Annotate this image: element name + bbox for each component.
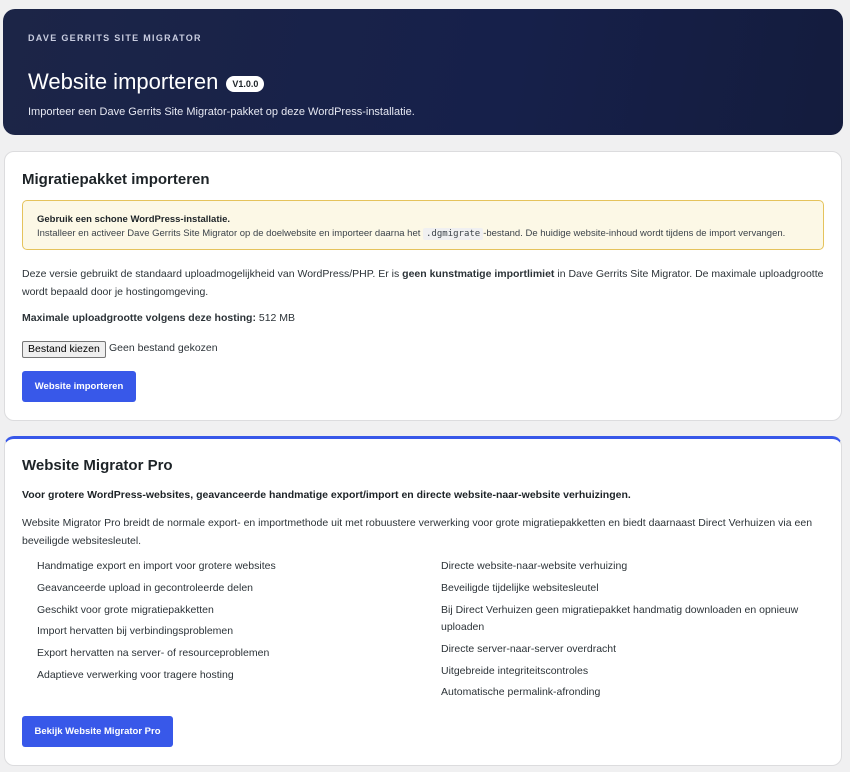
file-status: Geen bestand gekozen <box>109 342 218 354</box>
clean-install-notice <box>22 200 824 250</box>
pro-card <box>4 436 842 766</box>
upload-info <box>22 265 826 301</box>
max-upload-label: Maximale uploadgrootte volgens deze hosting: <box>22 312 256 324</box>
pro-card-title: Website Migrator Pro <box>22 457 173 474</box>
list-item: Adaptieve verwerking voor tragere hosting <box>37 668 234 681</box>
feature-list-right <box>441 558 826 706</box>
notice-text-before: Installeer en activeer Dave Gerrits Site Migrator op de doelwebsite en importeer daarna het <box>37 228 421 239</box>
list-item: Geschikt voor grote migratiepakketten <box>37 603 214 616</box>
import-card <box>4 151 842 421</box>
notice-heading: Gebruik een schone WordPress-installatie. <box>37 214 231 225</box>
pro-lead: Voor grotere WordPress-websites, geavanceerde handmatige export/import en directe website-naar-website verhuizingen. <box>22 489 631 501</box>
version-badge: V1.0.0 <box>226 76 264 92</box>
page-header <box>3 9 843 135</box>
list-item: Uitgebreide integriteitscontroles <box>441 664 589 677</box>
page-title-text: Website importeren <box>28 69 219 94</box>
import-website-button[interactable]: Website importeren <box>22 371 136 402</box>
upload-info-before: Deze versie gebruikt de standaard uploadmogelijkheid van WordPress/PHP. Er is <box>22 268 400 280</box>
list-item: Directe website-naar-website verhuizing <box>441 560 628 572</box>
list-item: Beveiligde tijdelijke websitesleutel <box>441 581 599 594</box>
view-pro-button[interactable]: Bekijk Website Migrator Pro <box>22 716 173 747</box>
list-item: Automatische permalink-afronding <box>441 686 601 699</box>
feature-list-left <box>37 558 427 689</box>
import-card-title: Migratiepakket importeren <box>22 171 210 188</box>
list-item: Import hervatten bij verbindingsproblemen <box>37 625 234 638</box>
upload-info-bold: geen kunstmatige importlimiet <box>402 268 555 280</box>
notice-text-after: -bestand. De huidige website-inhoud wordt tijdens de import vervangen. <box>483 228 786 239</box>
list-item: Export hervatten na server- of resourceproblemen <box>37 647 270 660</box>
plugin-name: DAVE GERRITS SITE MIGRATOR <box>28 33 202 43</box>
max-upload-value: 512 MB <box>258 312 296 324</box>
upload-info-after: in Dave Gerrits Site Migrator. De maximale uploadgrootte wordt bepaald door je hostingomgeving. <box>22 268 824 298</box>
pro-description: Website Migrator Pro breidt de normale export- en importmethode uit met robuustere verwerking voor grote migratiepakketten en biedt daarnaast Direct Verhuizen via een beveiligde websitesleutel. <box>22 517 813 547</box>
file-extension-code: .dgmigrate <box>423 228 483 240</box>
list-item: Directe server-naar-server overdracht <box>441 642 617 655</box>
page-subtitle: Importeer een Dave Gerrits Site Migrator-pakket op deze WordPress-installatie. <box>28 106 415 118</box>
page-title <box>28 69 264 95</box>
list-item: Bij Direct Verhuizen geen migratiepakket handmatig downloaden en opnieuw uploaden <box>441 603 799 634</box>
list-item: Geavanceerde upload in gecontroleerde delen <box>37 581 253 594</box>
choose-file-button[interactable]: Bestand kiezen <box>22 341 106 358</box>
max-upload-size <box>22 309 826 327</box>
list-item: Handmatige export en import voor grotere websites <box>37 560 276 572</box>
